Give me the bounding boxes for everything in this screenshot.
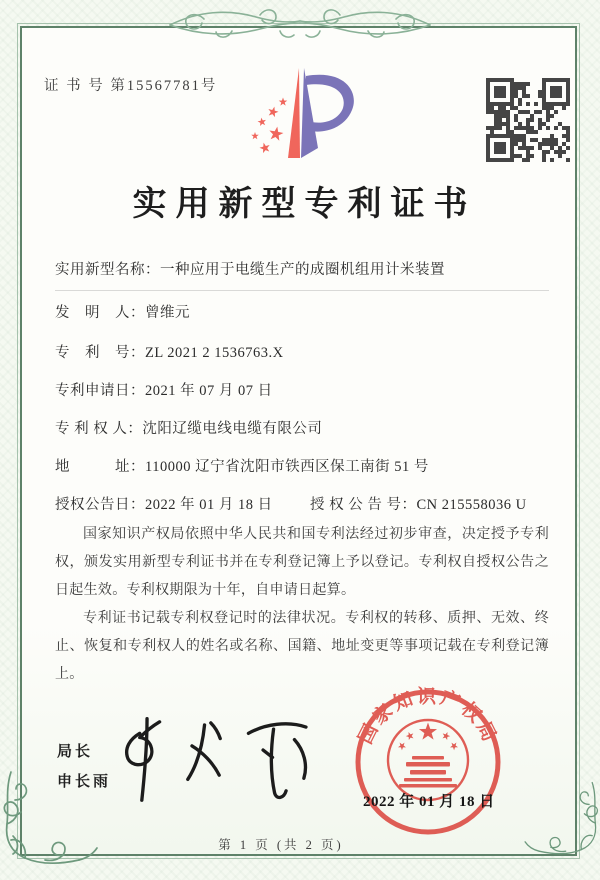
- seal-date: 2022 年 01 月 18 日: [363, 794, 495, 810]
- field-label: 授 权 公 告 号：: [310, 497, 417, 513]
- top-flourish-ornament-icon: [168, 1, 432, 47]
- svg-text:国家知识产权局: [354, 686, 501, 748]
- seal-text: 国家知识产权局: [355, 686, 501, 748]
- field-label: 专 利 号：: [55, 345, 145, 361]
- field-grant-announcement-number: [310, 493, 527, 514]
- field-label: 地 址：: [55, 459, 145, 475]
- cnipa-logo-icon: [243, 64, 363, 164]
- field-row-address: [55, 455, 549, 476]
- legal-paragraph-1: 国家知识产权局依照中华人民共和国专利法经过初步审查，决定授予专利权，颁发实用新型专利证书并在专利登记簿上予以登记。专利权自授权公告之日起生效。专利权期限为十年，自申请日起算。: [55, 527, 549, 598]
- bottom-left-flourish-ornament-icon: [1, 770, 101, 870]
- field-value: ZL 2021 2 1536763.X: [145, 345, 284, 361]
- director-title: 局长: [57, 744, 94, 760]
- field-value: 2021 年 07 月 07 日: [145, 383, 273, 399]
- field-value: 沈阳辽缆电线电缆有限公司: [142, 421, 323, 437]
- field-label: 专利申请日：: [55, 383, 145, 399]
- qr-code: [486, 78, 570, 162]
- field-row-patentee: [55, 417, 549, 438]
- field-value: 2022 年 01 月 18 日: [145, 497, 273, 513]
- field-row-grant-date: [55, 493, 549, 514]
- field-row-patent-number: [55, 341, 549, 362]
- legal-paragraph-2: 专利证书记载专利权登记时的法律状况。专利权的转移、质押、无效、终止、恢复和专利权人的姓名或名称、国籍、地址变更等事项记载在专利登记簿上。: [55, 611, 549, 682]
- field-label: 授权公告日：: [55, 497, 145, 513]
- field-value: 110000 辽宁省沈阳市铁西区保工南街 51 号: [145, 459, 429, 475]
- field-label: 发 明 人：: [55, 305, 145, 321]
- field-row-inventor: [55, 301, 549, 322]
- page-number: 第 1 页 (共 2 页): [218, 838, 344, 852]
- field-row-filing-date: [55, 379, 549, 400]
- certificate-number: 证 书 号 第15567781号: [44, 78, 218, 94]
- legal-text-block: [55, 521, 549, 689]
- field-label: 专 利 权 人：: [55, 421, 143, 437]
- field-value: CN 215558036 U: [416, 497, 527, 513]
- director-name: 申长雨: [57, 774, 112, 790]
- bottom-right-flourish-ornament-icon: [522, 772, 600, 868]
- field-label: 实用新型名称：: [55, 262, 160, 278]
- certificate-title: 实用新型专利证书: [132, 186, 477, 223]
- director-signature-icon: [100, 710, 330, 810]
- cnipa-red-seal-icon: [352, 686, 504, 838]
- field-value: 曾维元: [145, 305, 190, 321]
- field-value: 一种应用于电缆生产的成圈机组用计米装置: [160, 262, 445, 278]
- field-row-patent-name: [55, 258, 549, 291]
